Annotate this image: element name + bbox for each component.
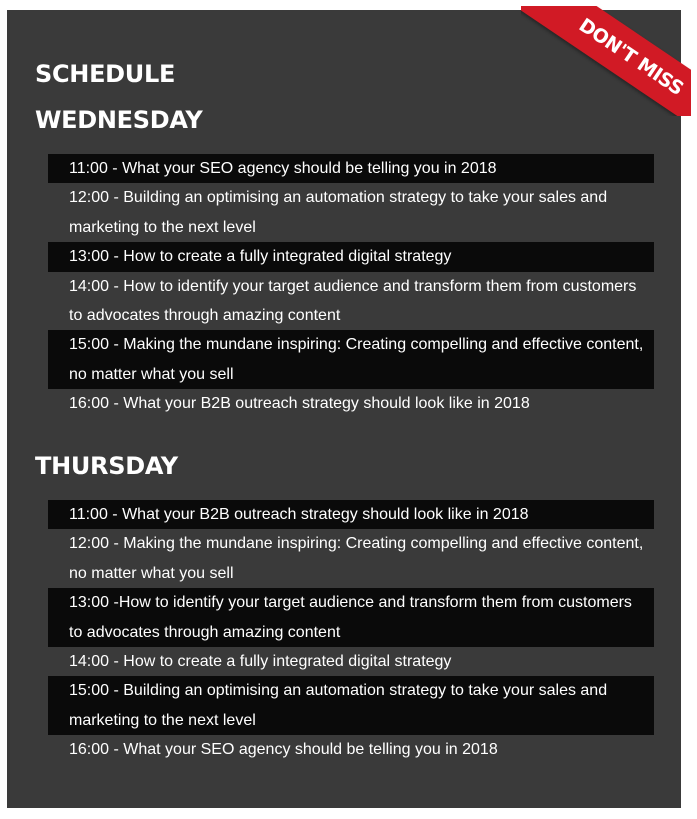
session-item: 12:00 - Making the mundane inspiring: Creating compelling and effective content, no matter what you sell bbox=[69, 535, 644, 582]
session-item: 14:00 - How to create a fully integrated digital strategy bbox=[69, 653, 452, 671]
session-list-wednesday bbox=[48, 154, 654, 419]
dont-miss-ribbon bbox=[521, 6, 691, 116]
session-item: 16:00 - What your B2B outreach strategy should look like in 2018 bbox=[69, 395, 530, 413]
session-item: 11:00 - What your B2B outreach strategy should look like in 2018 bbox=[48, 500, 654, 529]
session-list-thursday bbox=[48, 500, 654, 765]
session-item: 14:00 - How to identify your target audience and transform them from customers to advocates through amazing content bbox=[69, 277, 637, 325]
session-item: 16:00 - What your SEO agency should be telling you in 2018 bbox=[69, 741, 498, 759]
session-item: 15:00 - Making the mundane inspiring: Creating compelling and effective content, no matter what you sell bbox=[48, 330, 654, 389]
session-item: 11:00 - What your SEO agency should be telling you in 2018 bbox=[48, 154, 654, 183]
session-item: 13:00 - How to create a fully integrated digital strategy bbox=[48, 242, 654, 271]
day-heading-wednesday: WEDNESDAY bbox=[35, 106, 203, 134]
session-item: 15:00 - Building an optimising an automation strategy to take your sales and marketing to the next level bbox=[48, 676, 654, 735]
schedule-title: SCHEDULE bbox=[35, 60, 176, 88]
session-item: 12:00 - Building an optimising an automation strategy to take your sales and marketing to the next level bbox=[69, 189, 608, 236]
day-heading-thursday: THURSDAY bbox=[35, 452, 178, 480]
session-item: 13:00 -How to identify your target audience and transform them from customers to advocates through amazing content bbox=[48, 588, 654, 647]
ribbon-label: DON'T MISS bbox=[521, 6, 691, 116]
schedule-panel bbox=[7, 10, 681, 808]
